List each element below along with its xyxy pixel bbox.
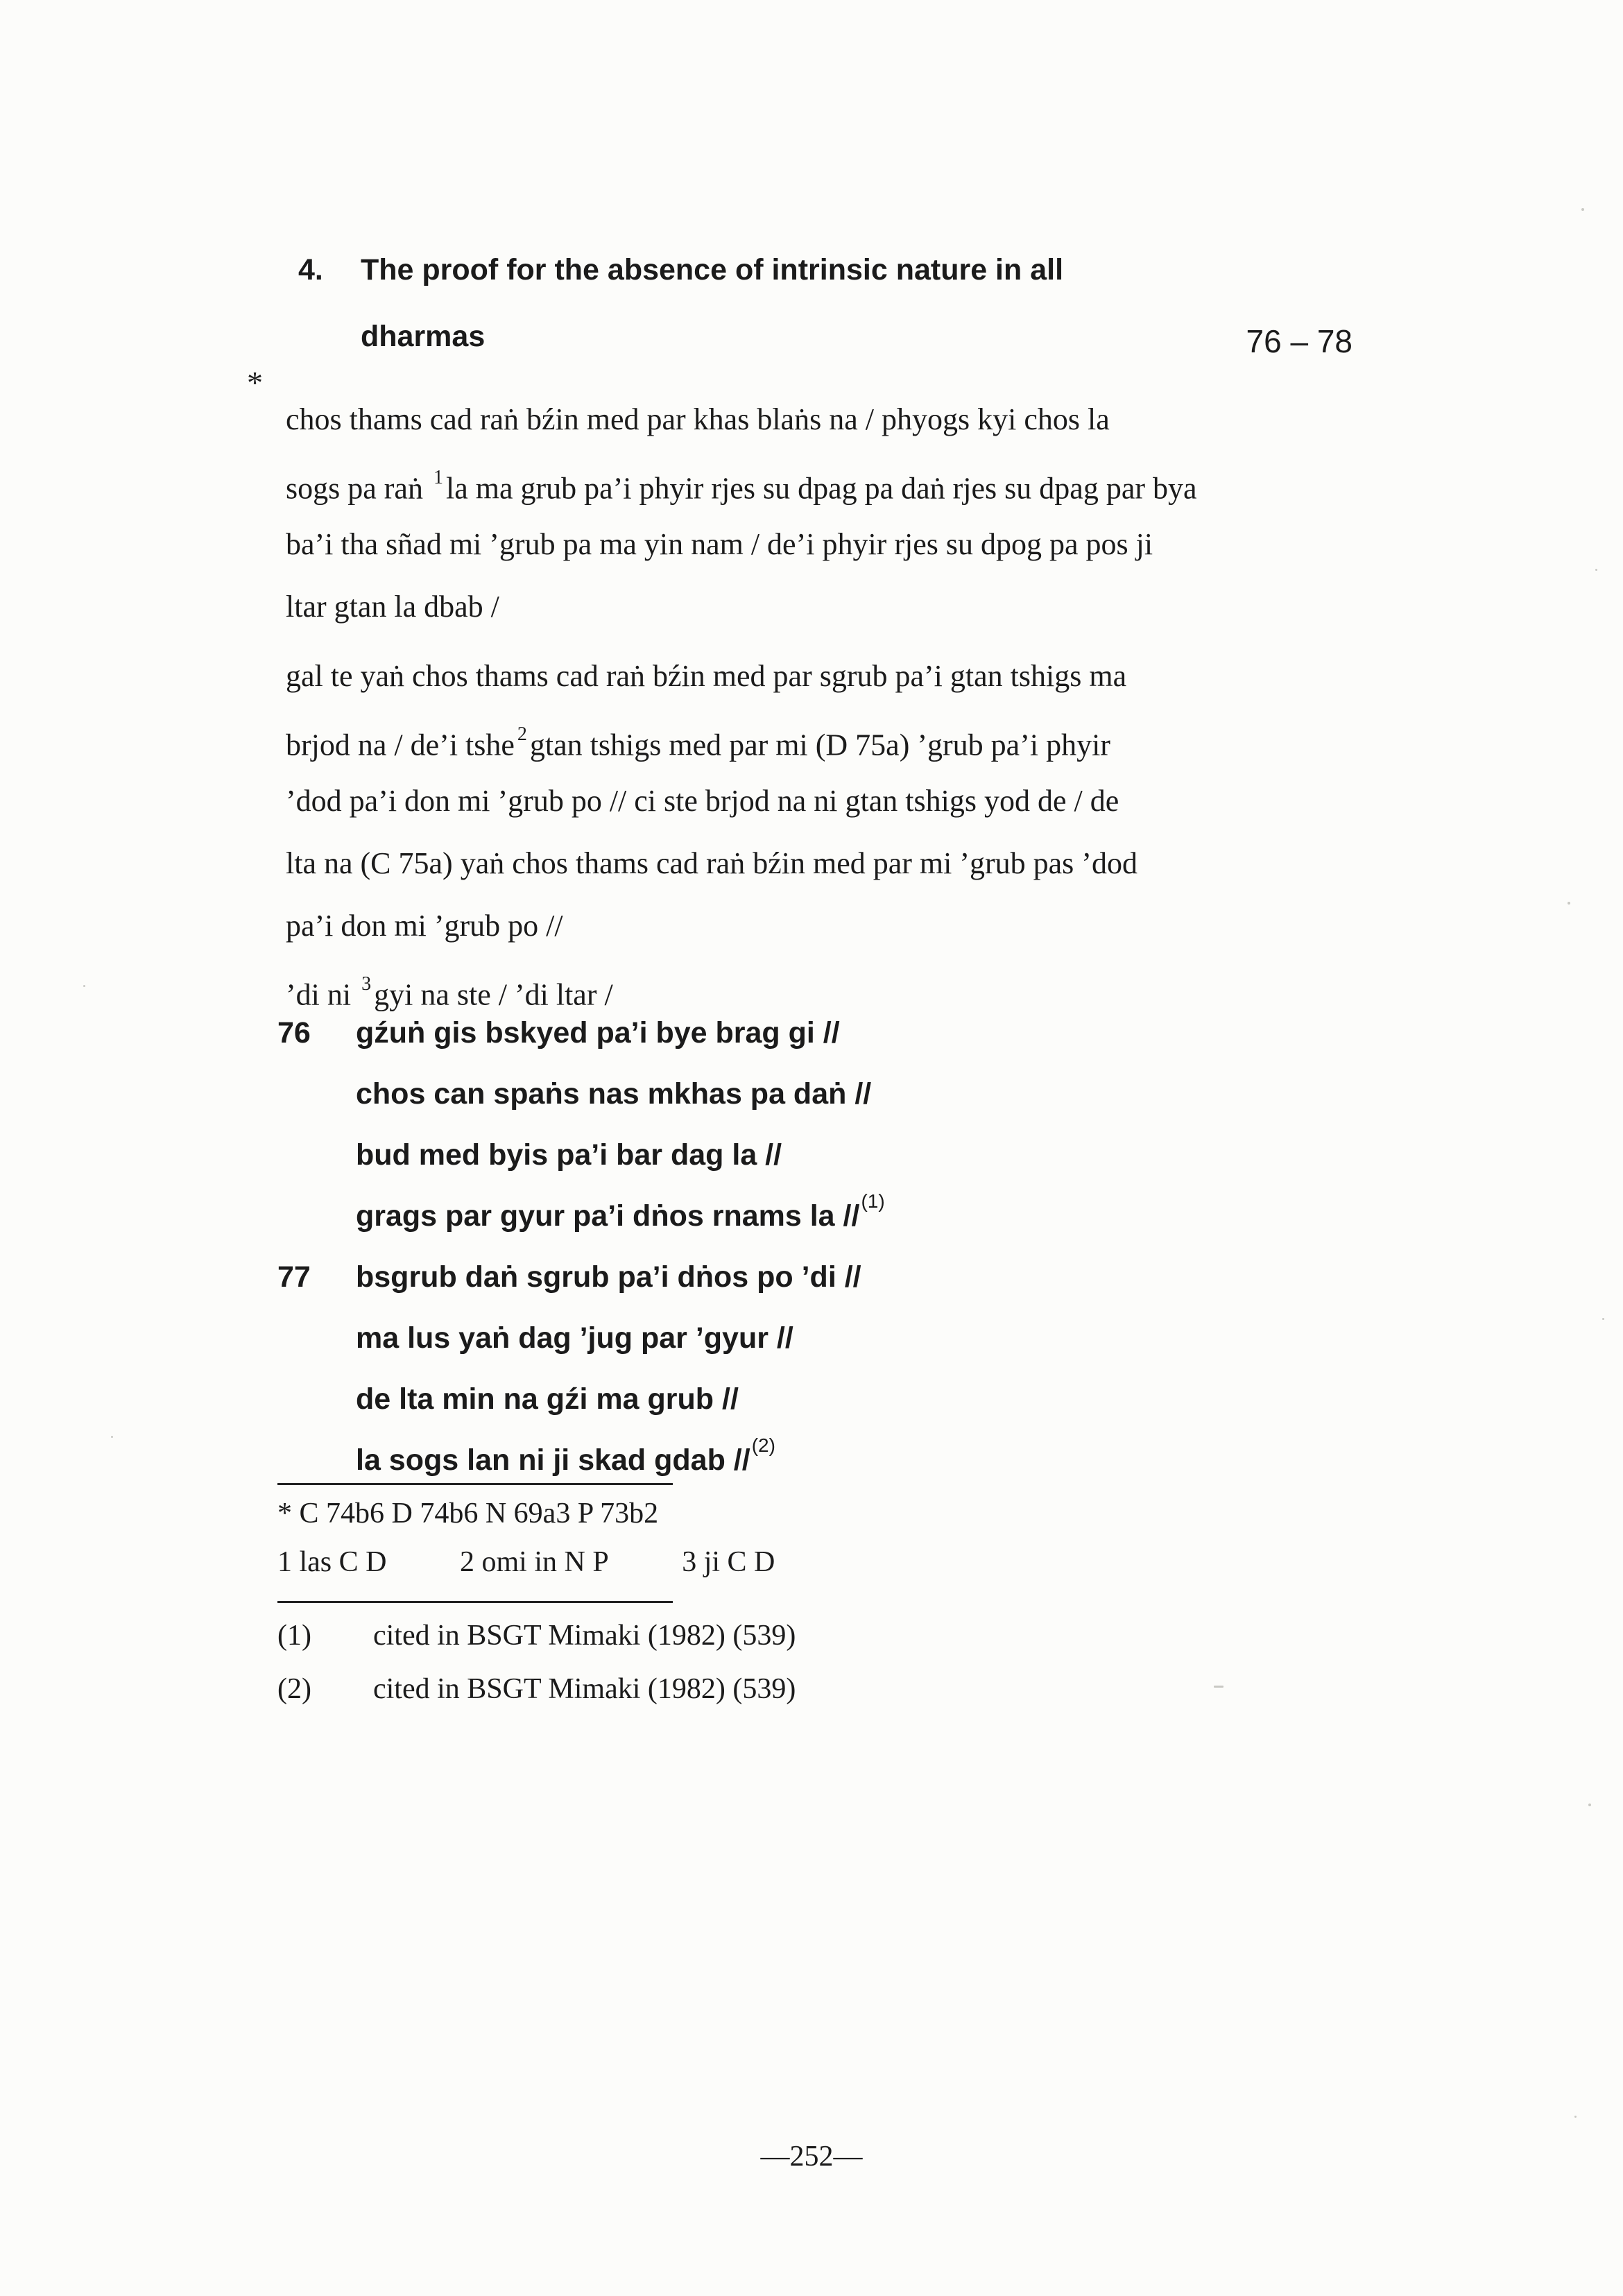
variant-marker: 2 xyxy=(517,723,527,745)
asterisk-marker: * xyxy=(247,365,263,400)
verse-range: 76 – 78 xyxy=(1246,323,1352,359)
prose-line: pa’i don mi ’grub po // xyxy=(286,909,563,943)
scan-speck xyxy=(1595,569,1597,571)
section-title-line1: The proof for the absence of intrinsic nature in all xyxy=(361,253,1064,286)
prose-line: sogs pa raṅ $^1$la ma grub pa’i phyir rjes su dpag pa daṅ rjes su dpag par bya xyxy=(286,467,1197,506)
verse-number: 76 xyxy=(277,1016,311,1050)
document-page: 4. The proof for the absence of intrinsic nature in all dharmas 76 – 78 * chos thams cad raṅ bźin med par khas blaṅs na / phyogs kyi chos la sogs pa raṅ $^1$la ma grub pa’i phyir rjes su dpag pa daṅ rjes su dpag par bya ba’i tha sñad mi ’grub pa ma yin nam / de’i phyir rjes su dpog pa pos ji ltar gtan la dbab / gal te yaṅ chos thams cad raṅ bźin med par sgrub pa’i gtan tshigs ma brjod na / de’i tshe $^2$gtan tshigs med par mi (D 75a) ’grub pa’i phyir ’dod pa’i don mi ’grub po // ci ste brjod na ni gtan tshigs yod de / de lta na (C 75a) yaṅ chos thams cad raṅ bźin med par mi ’grub pas ’dod pa’i don mi ’grub po // ’di ni $^3$gyi na ste / ’di ltar / 76 gźuṅ gis bskyed pa’i bye brag gi // chos can spaṅs nas mkhas pa daṅ // bud med byis pa’i bar dag la // grags par gyur pa’i dṅos rnams la //$^{(1)}$ 77 bsgrub daṅ sgrub pa’i dṅos po ’di // ma lus yaṅ dag ’jug par ’gyur // de lta min na gźi ma grub // la sogs lan ni ji skad gdab //$^{(2)}$ * C 74b6 D 74b6 N 69a3 P 73b2 1 las C D 2 omi in N P 3 ji C D (1) cited in BSGT Mimaki (1982) (539) (2) cited in BSGT Mimaki (1982) (539) —252— xyxy=(0,0,1623,2296)
prose-line: lta na (C 75a) yaṅ chos thams cad raṅ bźin med par mi ’grub pas ’dod xyxy=(286,846,1137,880)
scan-speck xyxy=(1568,902,1570,905)
variant-reading: 1 las C D xyxy=(277,1546,387,1578)
variant-marker: 1 xyxy=(433,467,443,488)
scan-speck xyxy=(1602,1318,1604,1320)
prose-line: brjod na / de’i tshe $^2$gtan tshigs med par mi (D 75a) ’grub pa’i phyir xyxy=(286,723,1110,762)
section-title-line2: dharmas xyxy=(361,320,486,353)
prose-line: ba’i tha sñad mi ’grub pa ma yin nam / de’i phyir rjes su dpog pa pos ji xyxy=(286,527,1153,561)
prose-paragraph-3 xyxy=(286,957,1347,1020)
scan-speck xyxy=(1588,1804,1591,1806)
scan-speck xyxy=(1574,2116,1577,2118)
sigla-line: * C 74b6 D 74b6 N 69a3 P 73b2 xyxy=(277,1498,659,1530)
prose-line: gal te yaṅ chos thams cad raṅ bźin med par sgrub pa’i gtan tshigs ma xyxy=(286,659,1127,693)
scan-speck xyxy=(1214,1686,1223,1688)
footnote-text: cited in BSGT Mimaki (1982) (539) xyxy=(373,1673,796,1705)
prose-line: ’dod pa’i don mi ’grub po // ci ste brjod na ni gtan tshigs yod de / de xyxy=(286,784,1119,818)
prose-paragraph-1 xyxy=(286,388,1347,638)
variant-marker: 3 xyxy=(361,973,372,995)
footnote-text: cited in BSGT Mimaki (1982) (539) xyxy=(373,1620,796,1652)
prose-line: chos thams cad raṅ bźin med par khas blaṅs na / phyogs kyi chos la xyxy=(286,402,1110,436)
footnote-key: (1) xyxy=(277,1620,311,1652)
prose-line: ’di ni $^3$gyi na ste / ’di ltar / xyxy=(286,973,613,1012)
footnote-ref: (2) xyxy=(751,1434,775,1456)
variant-readings xyxy=(277,1545,841,1579)
divider xyxy=(277,1483,673,1485)
prose-paragraph-2 xyxy=(286,645,1347,957)
scan-speck xyxy=(111,1436,113,1438)
scan-speck xyxy=(1581,208,1584,211)
footnote-key: (2) xyxy=(277,1673,311,1705)
footnote-ref: (1) xyxy=(861,1190,885,1212)
page-number: —252— xyxy=(760,2141,863,2173)
variant-reading: 3 ji C D xyxy=(682,1546,775,1578)
variant-reading: 2 omi in N P xyxy=(460,1546,609,1578)
prose-line: ltar gtan la dbab / xyxy=(286,590,499,624)
verse-number: 77 xyxy=(277,1260,311,1294)
scan-speck xyxy=(83,985,85,987)
section-number: 4. xyxy=(298,253,323,286)
divider xyxy=(277,1601,673,1603)
